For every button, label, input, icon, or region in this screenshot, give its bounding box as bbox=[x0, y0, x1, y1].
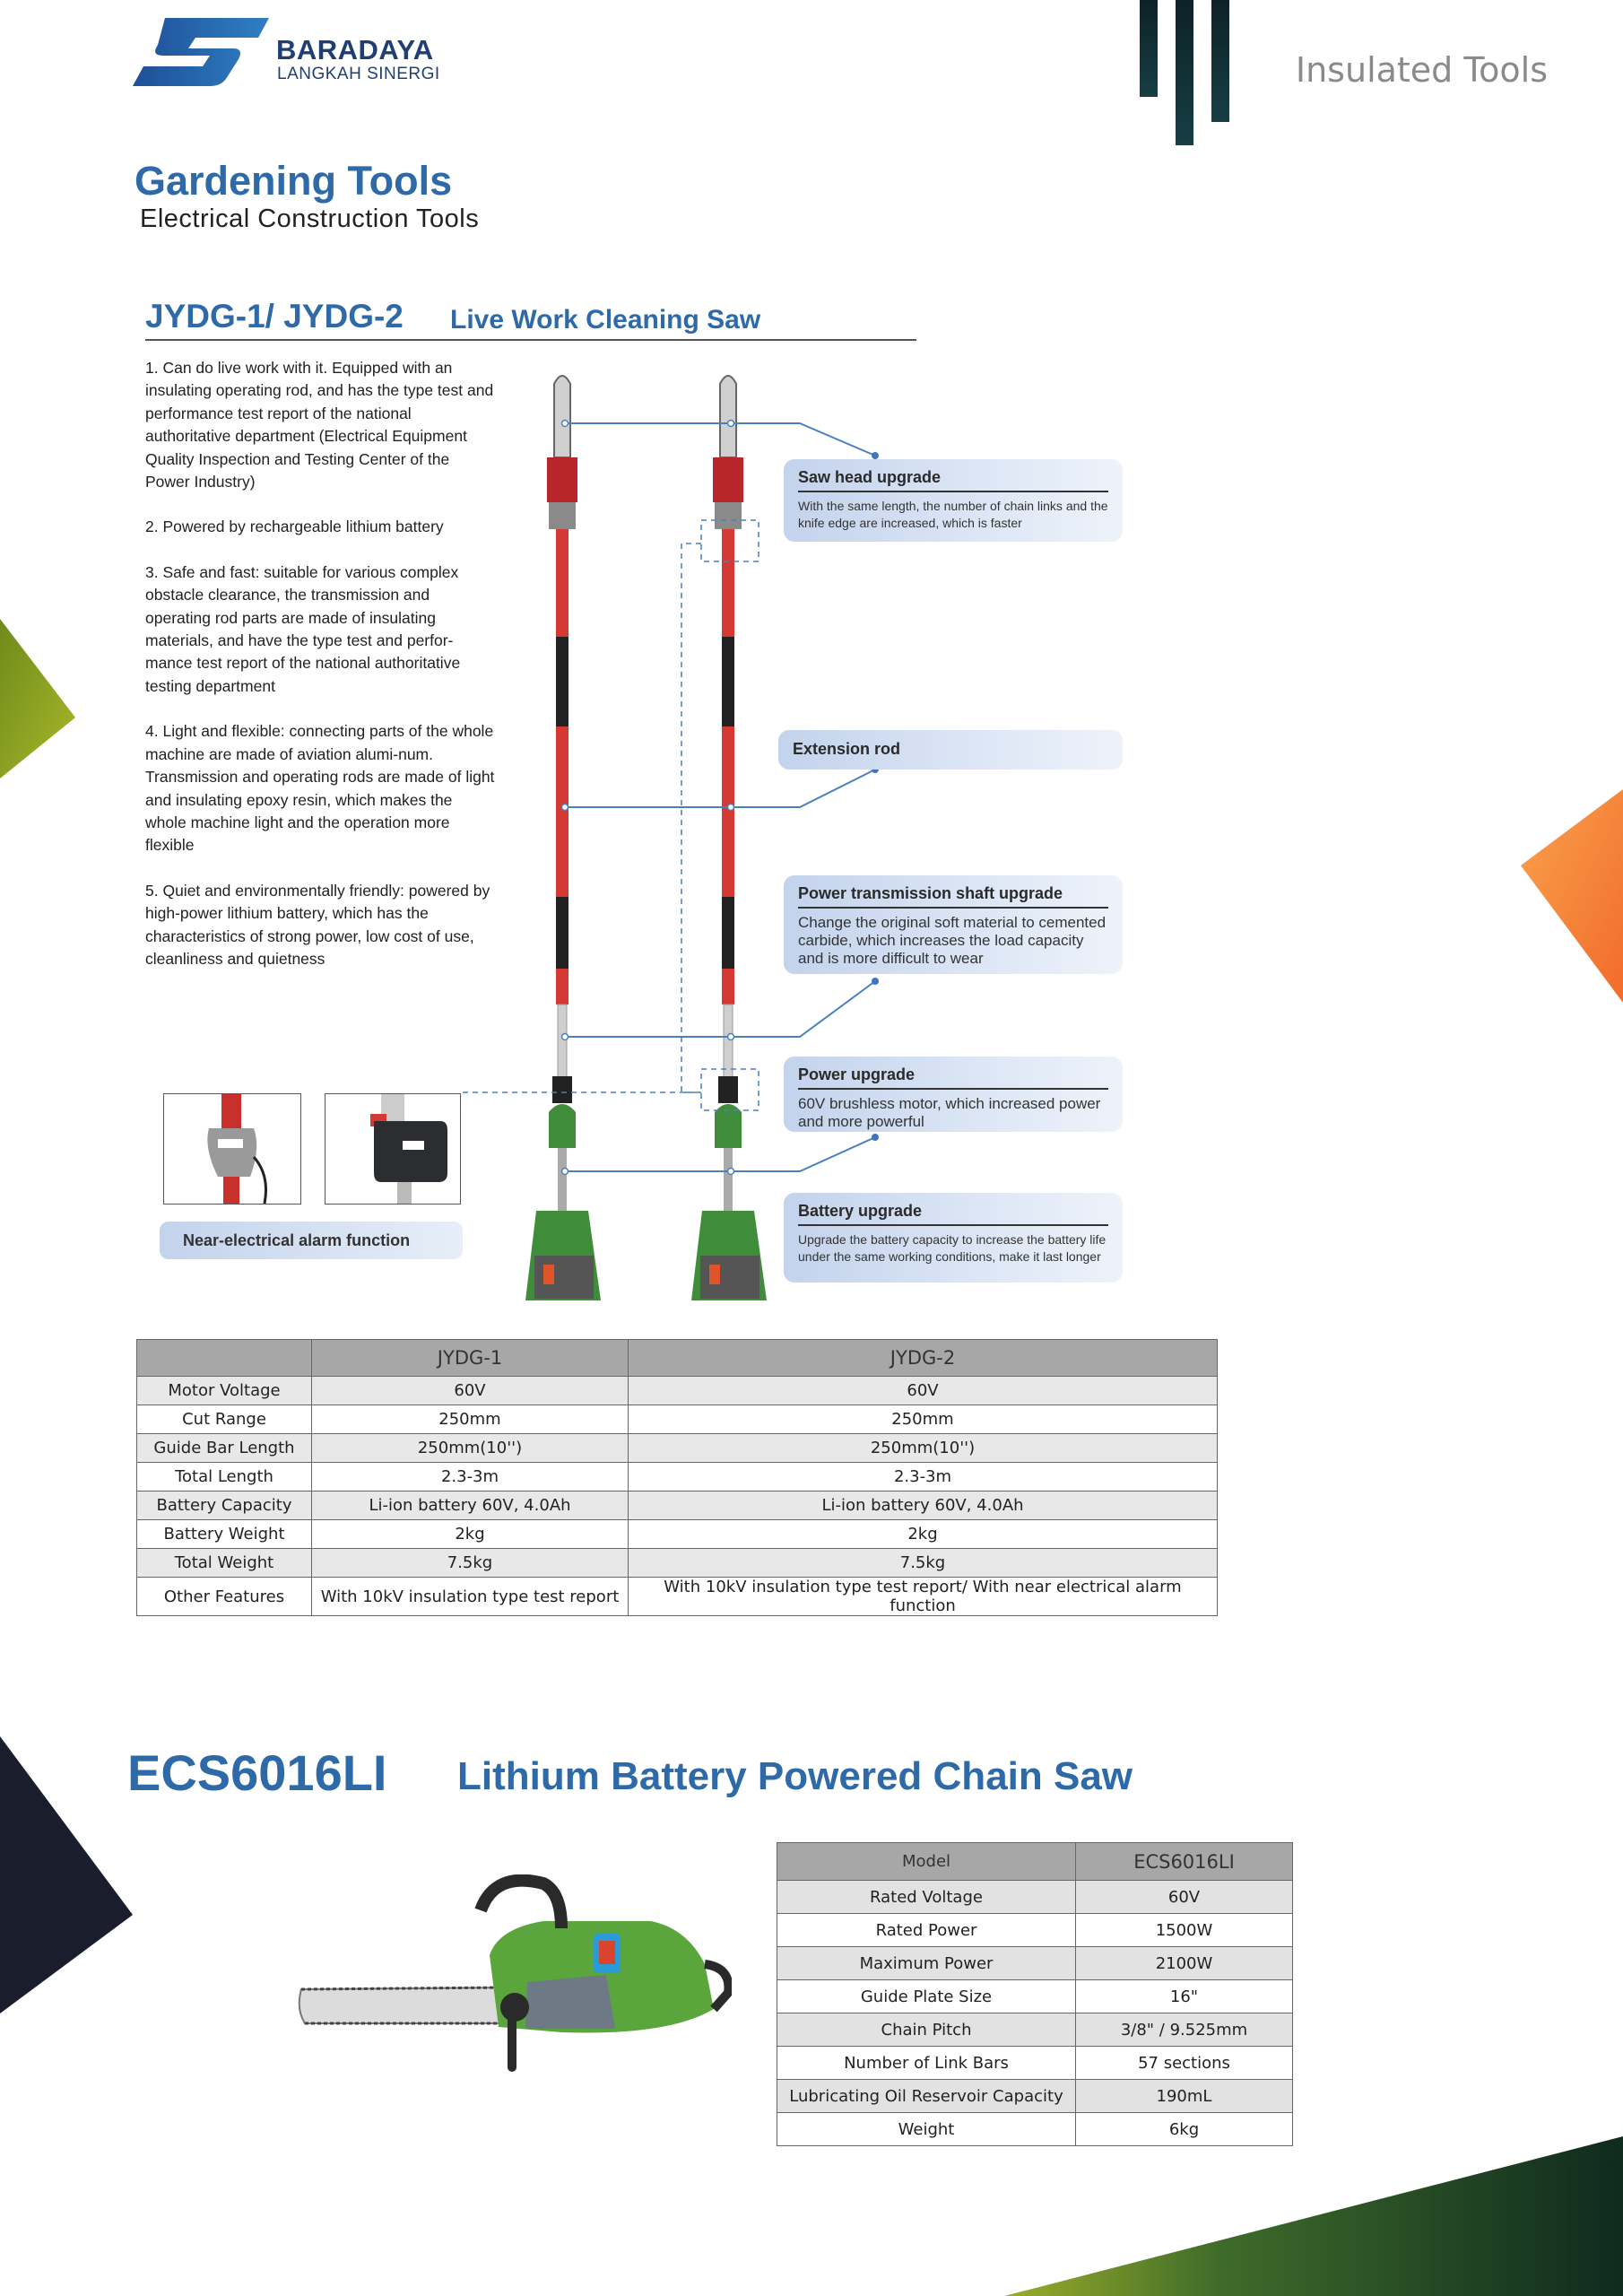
table-row bbox=[777, 1980, 1293, 2013]
header-bar-3 bbox=[1211, 0, 1229, 122]
product2-name: Lithium Battery Powered Chain Saw bbox=[457, 1754, 1133, 1798]
callout-desc: With the same length, the number of chain links and the knife edge are increased, which is faster bbox=[798, 499, 1108, 530]
table-header-cell bbox=[137, 1340, 312, 1377]
table-cell: Guide Bar Length bbox=[137, 1434, 312, 1463]
table-cell: 250mm bbox=[629, 1405, 1218, 1434]
callout-title: Power upgrade bbox=[798, 1065, 1108, 1090]
table-row bbox=[777, 2080, 1293, 2113]
table-cell: 60V bbox=[312, 1377, 629, 1405]
table-cell: Chain Pitch bbox=[777, 2013, 1076, 2047]
callout-power bbox=[784, 1057, 1123, 1132]
callout-desc: Change the original soft material to cemented carbide, which increases the load capacity and is more difficult to wear bbox=[798, 914, 1107, 967]
table-row bbox=[137, 1434, 1218, 1463]
table-cell: Number of Link Bars bbox=[777, 2047, 1076, 2080]
navy-triangle-shape bbox=[0, 1736, 133, 2013]
callout-transmission-shaft bbox=[784, 875, 1123, 974]
table-cell: Maximum Power bbox=[777, 1947, 1076, 1980]
product1-divider bbox=[145, 339, 916, 341]
olive-triangle-shape bbox=[0, 619, 75, 778]
table-cell: Guide Plate Size bbox=[777, 1980, 1076, 2013]
chainsaw-image-icon bbox=[292, 1874, 732, 2072]
alarm-closeup-thumb-2 bbox=[325, 1093, 461, 1205]
table-cell: With 10kV insulation type test report bbox=[312, 1578, 629, 1616]
callout-title: Power transmission shaft upgrade bbox=[798, 884, 1108, 909]
table-cell: With 10kV insulation type test report/ With near electrical alarm function bbox=[629, 1578, 1218, 1616]
table-cell: 2kg bbox=[629, 1520, 1218, 1549]
callout-extension-rod bbox=[778, 730, 1123, 770]
table-cell: 16" bbox=[1076, 1980, 1293, 2013]
table-cell: 60V bbox=[1076, 1881, 1293, 1914]
table-row bbox=[137, 1463, 1218, 1492]
table-cell: 190mL bbox=[1076, 2080, 1293, 2113]
table-header-row bbox=[777, 1843, 1293, 1881]
callout-saw-head bbox=[784, 459, 1123, 542]
table-cell: 7.5kg bbox=[312, 1549, 629, 1578]
table-cell: 1500W bbox=[1076, 1914, 1293, 1947]
brand-name: BARADAYA bbox=[276, 34, 434, 65]
table-cell: 250mm bbox=[312, 1405, 629, 1434]
table-cell: Weight bbox=[777, 2113, 1076, 2146]
table-cell: Li-ion battery 60V, 4.0Ah bbox=[629, 1492, 1218, 1520]
feature-item: 2. Powered by rechargeable lithium battery bbox=[145, 517, 444, 536]
pole-saw-left-icon bbox=[525, 376, 601, 1300]
product2-model: ECS6016LI bbox=[127, 1744, 387, 1801]
table-row bbox=[137, 1578, 1218, 1616]
product1-feature-list bbox=[145, 357, 495, 993]
callout-leader-dots bbox=[872, 452, 879, 1141]
table-row bbox=[777, 1881, 1293, 1914]
table-header-cell: Model bbox=[777, 1843, 1076, 1881]
header-bar-1 bbox=[1140, 0, 1158, 97]
orange-triangle-shape bbox=[1521, 789, 1623, 1003]
section-title: Gardening Tools bbox=[135, 158, 453, 204]
table-cell: Cut Range bbox=[137, 1405, 312, 1434]
table-row bbox=[137, 1405, 1218, 1434]
feature-item: 5. Quiet and environmentally friendly: powered by high-power lithium battery, which has the characteristics of strong power, low cost of use, cleanliness and quietness bbox=[145, 881, 490, 968]
table-row bbox=[777, 2113, 1293, 2146]
table-row bbox=[137, 1549, 1218, 1578]
table-cell: Other Features bbox=[137, 1578, 312, 1616]
dashed-highlight-boxes bbox=[463, 520, 759, 1110]
table-cell: Lubricating Oil Reservoir Capacity bbox=[777, 2080, 1076, 2113]
table-header-cell: ECS6016LI bbox=[1076, 1843, 1293, 1881]
table-cell: 2100W bbox=[1076, 1947, 1293, 1980]
table-cell: 2.3-3m bbox=[312, 1463, 629, 1492]
table-cell: 60V bbox=[629, 1377, 1218, 1405]
table-cell: 250mm(10'') bbox=[629, 1434, 1218, 1463]
table-cell: Rated Power bbox=[777, 1914, 1076, 1947]
table-row bbox=[777, 2047, 1293, 2080]
alarm-box-icon bbox=[325, 1094, 460, 1204]
callout-title: Saw head upgrade bbox=[798, 468, 1108, 492]
alarm-closeup-thumb-1 bbox=[163, 1093, 301, 1205]
alarm-device-icon bbox=[164, 1094, 300, 1204]
page-category: Insulated Tools bbox=[1295, 50, 1548, 90]
brand-logo-icon bbox=[133, 18, 269, 86]
product1-spec-table bbox=[136, 1339, 1218, 1616]
table-header-cell: JYDG-2 bbox=[629, 1340, 1218, 1377]
table-cell: 3/8" / 9.525mm bbox=[1076, 2013, 1293, 2047]
feature-item: 3. Safe and fast: suitable for various complex obstacle clearance, the transmission and operating rod parts are made of insulating materials, and have the type test and perfor-mance test report of the national authoritative testing department bbox=[145, 562, 461, 695]
table-cell: 6kg bbox=[1076, 2113, 1293, 2146]
table-row bbox=[777, 1947, 1293, 1980]
pole-saw-right-icon bbox=[691, 376, 767, 1300]
product1-model: JYDG-1/ JYDG-2 bbox=[145, 298, 404, 335]
table-cell: Total Weight bbox=[137, 1549, 312, 1578]
feature-item: 1. Can do live work with it. Equipped with an insulating operating rod, and has the type test and performance test report of the national authoritative department (Electrical Equipment Quality Inspection and Testing Center of the Power Industry) bbox=[145, 359, 494, 491]
table-row bbox=[137, 1520, 1218, 1549]
callout-battery bbox=[784, 1193, 1123, 1283]
table-cell: Battery Capacity bbox=[137, 1492, 312, 1520]
callout-desc: Upgrade the battery capacity to increase the battery life under the same working conditions, make it last longer bbox=[798, 1232, 1107, 1264]
table-cell: 250mm(10'') bbox=[312, 1434, 629, 1463]
table-header-row bbox=[137, 1340, 1218, 1377]
table-cell: Li-ion battery 60V, 4.0Ah bbox=[312, 1492, 629, 1520]
table-row bbox=[777, 1914, 1293, 1947]
table-row bbox=[137, 1377, 1218, 1405]
product2-spec-table bbox=[777, 1842, 1293, 2146]
table-cell: Motor Voltage bbox=[137, 1377, 312, 1405]
table-row bbox=[137, 1492, 1218, 1520]
callout-title: Battery upgrade bbox=[798, 1202, 1108, 1226]
product1-name: Live Work Cleaning Saw bbox=[450, 305, 761, 335]
callout-title: Extension rod bbox=[793, 740, 901, 758]
table-header-cell: JYDG-1 bbox=[312, 1340, 629, 1377]
section-subtitle: Electrical Construction Tools bbox=[140, 204, 480, 233]
table-cell: Battery Weight bbox=[137, 1520, 312, 1549]
table-cell: 57 sections bbox=[1076, 2047, 1293, 2080]
header-bar-2 bbox=[1176, 0, 1193, 145]
brand-tagline: LANGKAH SINERGI bbox=[277, 65, 440, 83]
table-cell: Rated Voltage bbox=[777, 1881, 1076, 1914]
table-cell: 7.5kg bbox=[629, 1549, 1218, 1578]
feature-item: 4. Light and flexible: connecting parts of the whole machine are made of aviation alumi-num. Transmission and operating rods are made of light and insulating epoxy resin, which makes the whole machine light and the operation more flexible bbox=[145, 722, 495, 855]
table-cell: 2kg bbox=[312, 1520, 629, 1549]
bottom-wedge-shape bbox=[1004, 2136, 1623, 2296]
table-cell: 2.3-3m bbox=[629, 1463, 1218, 1492]
table-cell: Total Length bbox=[137, 1463, 312, 1492]
alarm-function-label: Near-electrical alarm function bbox=[160, 1222, 463, 1259]
callout-desc: 60V brushless motor, which increased power and more powerful bbox=[798, 1095, 1101, 1130]
table-row bbox=[777, 2013, 1293, 2047]
